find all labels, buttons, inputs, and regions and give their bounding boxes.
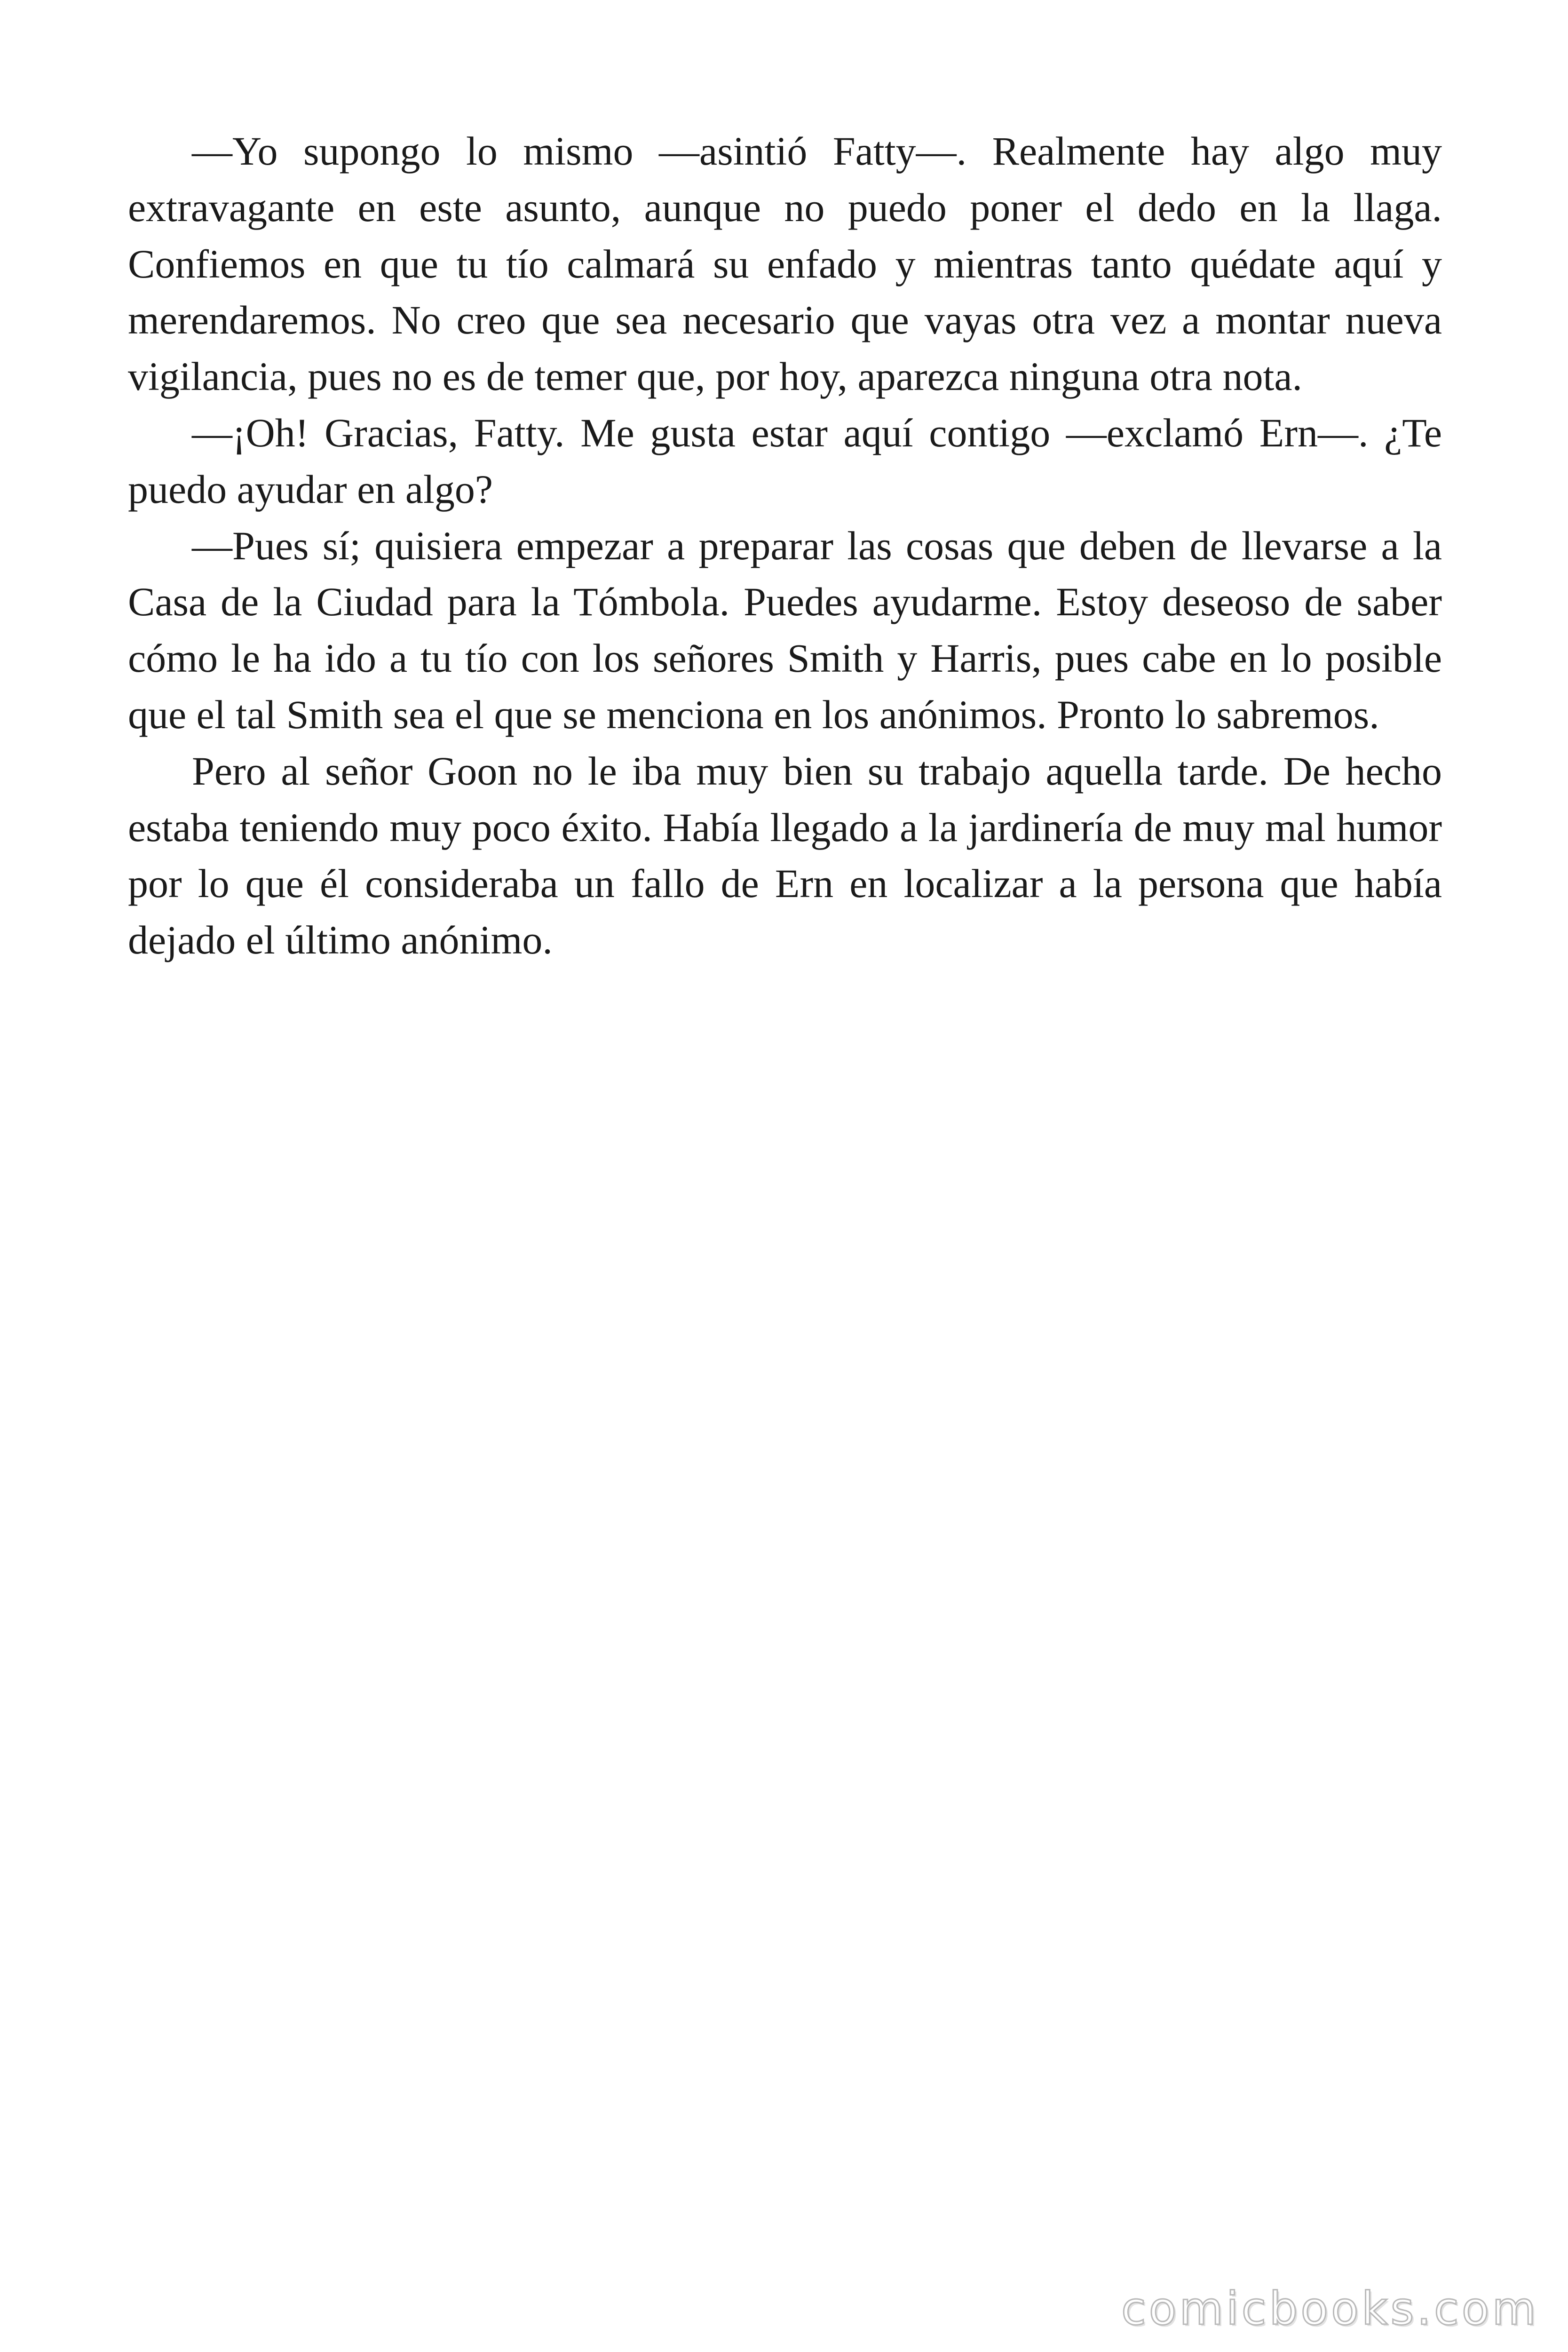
paragraph-4: Pero al señor Goon no le iba muy bien su trabajo aquella tarde. De hecho estaba teniendo muy poco éxito. Había llegado a la jardinería de muy mal humor por lo que él consideraba un fallo de Ern en localizar a la persona que había dejado el último anónimo. — [128, 748, 1442, 963]
paragraph-1: —Yo supongo lo mismo —asintió Fatty—. Realmente hay algo muy extravagante en este asunto, aunque no puedo poner el dedo en la llaga. Confiemos en que tu tío calmará su enfado y mientras tanto quédate aquí y merendaremos. No creo que sea necesario que vayas otra vez a montar nueva vigilancia, pues no es de temer que, por hoy, aparezca ninguna otra nota. — [128, 128, 1442, 399]
paragraph-3: —Pues sí; quisiera empezar a preparar las cosas que deben de llevarse a la Casa de la Ciudad para la Tómbola. Puedes ayudarme. Estoy deseoso de saber cómo le ha ido a tu tío con los señores Smith y Harris, pues cabe en lo posible que el tal Smith sea el que se menciona en los anónimos. Pronto lo sabremos. — [128, 523, 1442, 737]
watermark-logo: comicbooks.com — [1121, 2282, 1539, 2335]
paragraph-2: —¡Oh! Gracias, Fatty. Me gusta estar aquí contigo —exclamó Ern—. ¿Te puedo ayudar en algo? — [128, 410, 1442, 512]
body-text — [128, 123, 1442, 969]
